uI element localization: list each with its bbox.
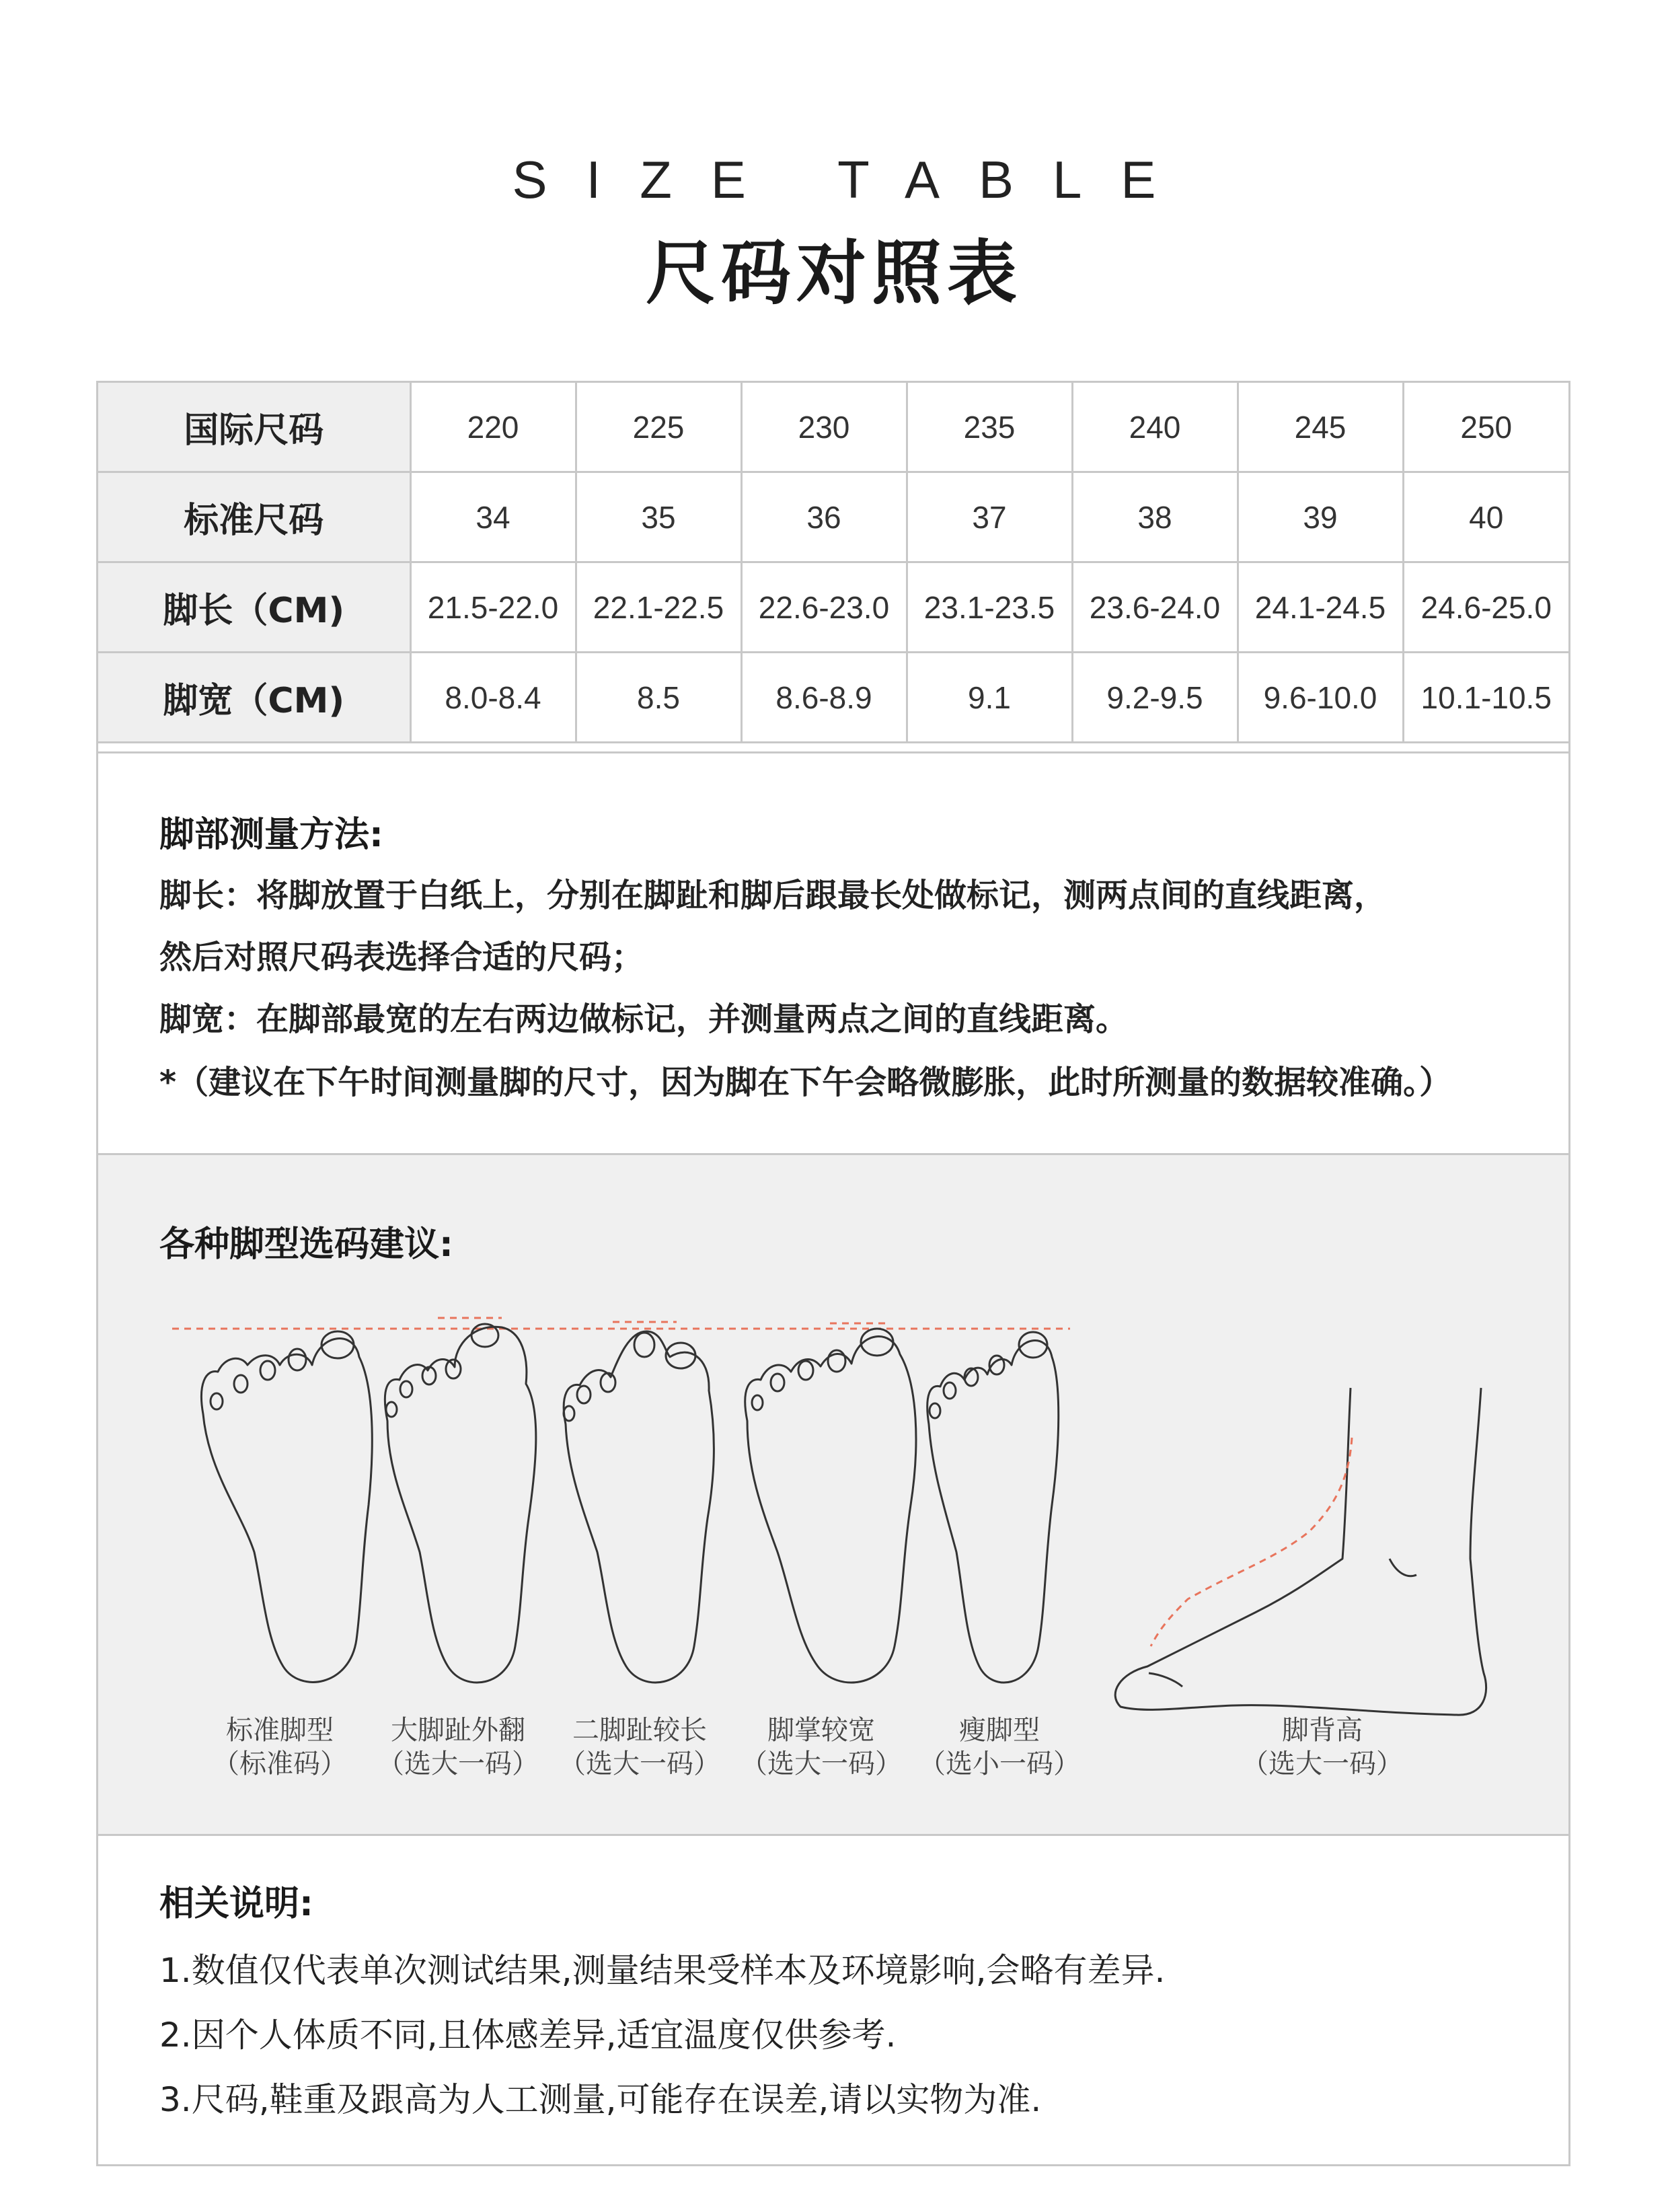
- foot-type-advice: （选大一码）: [1242, 1748, 1403, 1779]
- foot-type-caption: [377, 1713, 539, 1781]
- measurement-line: 脚长：将脚放置于白纸上，分别在脚趾和脚后跟最长处做标记，测两点间的直线距离，: [159, 877, 1387, 914]
- page-title: 尺码对照表: [645, 232, 1022, 314]
- table-cell: 10.1-10.5: [1403, 653, 1568, 743]
- table-row-standard-size: [98, 472, 1568, 562]
- long-second-toe-foot-icon: [564, 1331, 714, 1683]
- table-cell: 38: [1072, 472, 1238, 562]
- table-row-foot-width: [98, 653, 1568, 743]
- table-cell: 240: [1072, 383, 1238, 472]
- table-cell: 40: [1403, 472, 1568, 562]
- table-cell: 23.1-23.5: [907, 562, 1072, 653]
- size-chart-panel: [96, 381, 1570, 2166]
- row-header: 国际尺码: [98, 383, 410, 472]
- foot-type-caption: [741, 1713, 902, 1781]
- foot-type-advice: （选大一码）: [741, 1748, 902, 1779]
- foot-type-advice: （选大一码）: [559, 1748, 720, 1779]
- table-cell: 36: [741, 472, 907, 562]
- table-cell: 9.2-9.5: [1072, 653, 1238, 743]
- table-cell: 23.6-24.0: [1072, 562, 1238, 653]
- foot-type-advice: （选小一码）: [919, 1748, 1080, 1779]
- foot-type-name: 瘦脚型: [959, 1715, 1040, 1746]
- wide-foot-icon: [745, 1329, 916, 1683]
- foot-type-caption: [919, 1713, 1080, 1781]
- table-cell: 235: [907, 383, 1072, 472]
- row-header: 脚宽（CM): [98, 653, 410, 743]
- table-cell: 8.0-8.4: [410, 653, 576, 743]
- measurement-note: *（建议在下午时间测量脚的尺寸，因为脚在下午会略微膨胀，此时所测量的数据较准确。）: [159, 1064, 1452, 1101]
- table-cell: 225: [576, 383, 741, 472]
- size-table: [98, 383, 1568, 743]
- table-cell: 220: [410, 383, 576, 472]
- table-cell: 37: [907, 472, 1072, 562]
- table-cell: 250: [1403, 383, 1568, 472]
- foot-type-caption: [1242, 1713, 1403, 1781]
- measurement-line: 脚宽：在脚部最宽的左右两边做标记，并测量两点之间的直线距离。: [159, 1000, 1129, 1038]
- foot-type-name: 脚掌较宽: [767, 1715, 875, 1746]
- bunion-foot-icon: [385, 1324, 536, 1683]
- foot-type-name: 大脚趾外翻: [391, 1715, 525, 1746]
- english-title: SIZE TABLE: [512, 150, 1195, 209]
- measurement-line: 然后对照尺码表选择合适的尺码；: [159, 938, 644, 976]
- note-line: 2.因个人体质不同,且体感差异,适宜温度仅供参考.: [159, 2016, 897, 2055]
- foot-type-title: 各种脚型选码建议:: [159, 1224, 453, 1265]
- table-cell: 8.6-8.9: [741, 653, 907, 743]
- table-cell: 8.5: [576, 653, 741, 743]
- measurement-title: 脚部测量方法:: [159, 815, 383, 855]
- table-cell: 35: [576, 472, 741, 562]
- table-cell: 24.6-25.0: [1403, 562, 1568, 653]
- table-cell: 9.6-10.0: [1238, 653, 1403, 743]
- note-line: 3.尺码,鞋重及跟高为人工测量,可能存在误差,请以实物为准.: [159, 2080, 1042, 2119]
- table-row-international-size: [98, 383, 1568, 472]
- measurement-section: [98, 751, 1568, 1153]
- row-header: 标准尺码: [98, 472, 410, 562]
- table-cell: 24.1-24.5: [1238, 562, 1403, 653]
- table-cell: 22.1-22.5: [576, 562, 741, 653]
- table-cell: 21.5-22.0: [410, 562, 576, 653]
- table-cell: 22.6-23.0: [741, 562, 907, 653]
- high-instep-foot-icon: [1115, 1388, 1486, 1715]
- foot-type-section: [98, 1153, 1568, 1834]
- table-row-foot-length: [98, 562, 1568, 653]
- notes-title: 相关说明:: [159, 1884, 313, 1924]
- note-line: 1.数值仅代表单次测试结果,测量结果受样本及环境影响,会略有差异.: [159, 1951, 1166, 1990]
- standard-foot-icon: [201, 1331, 372, 1682]
- table-cell: 39: [1238, 472, 1403, 562]
- table-cell: 34: [410, 472, 576, 562]
- table-cell: 245: [1238, 383, 1403, 472]
- table-cell: 9.1: [907, 653, 1072, 743]
- notes-section: [98, 1834, 1568, 2164]
- table-cell: 230: [741, 383, 907, 472]
- narrow-foot-icon: [927, 1332, 1059, 1683]
- foot-type-advice: （标准码）: [213, 1748, 347, 1779]
- foot-type-name: 二脚趾较长: [572, 1715, 707, 1746]
- foot-type-caption: [559, 1713, 720, 1781]
- foot-type-caption: [202, 1713, 357, 1781]
- row-header: 脚长（CM): [98, 562, 410, 653]
- foot-type-name: 标准脚型: [226, 1715, 334, 1746]
- foot-type-advice: （选大一码）: [377, 1748, 539, 1779]
- foot-type-name: 脚背高: [1282, 1715, 1363, 1746]
